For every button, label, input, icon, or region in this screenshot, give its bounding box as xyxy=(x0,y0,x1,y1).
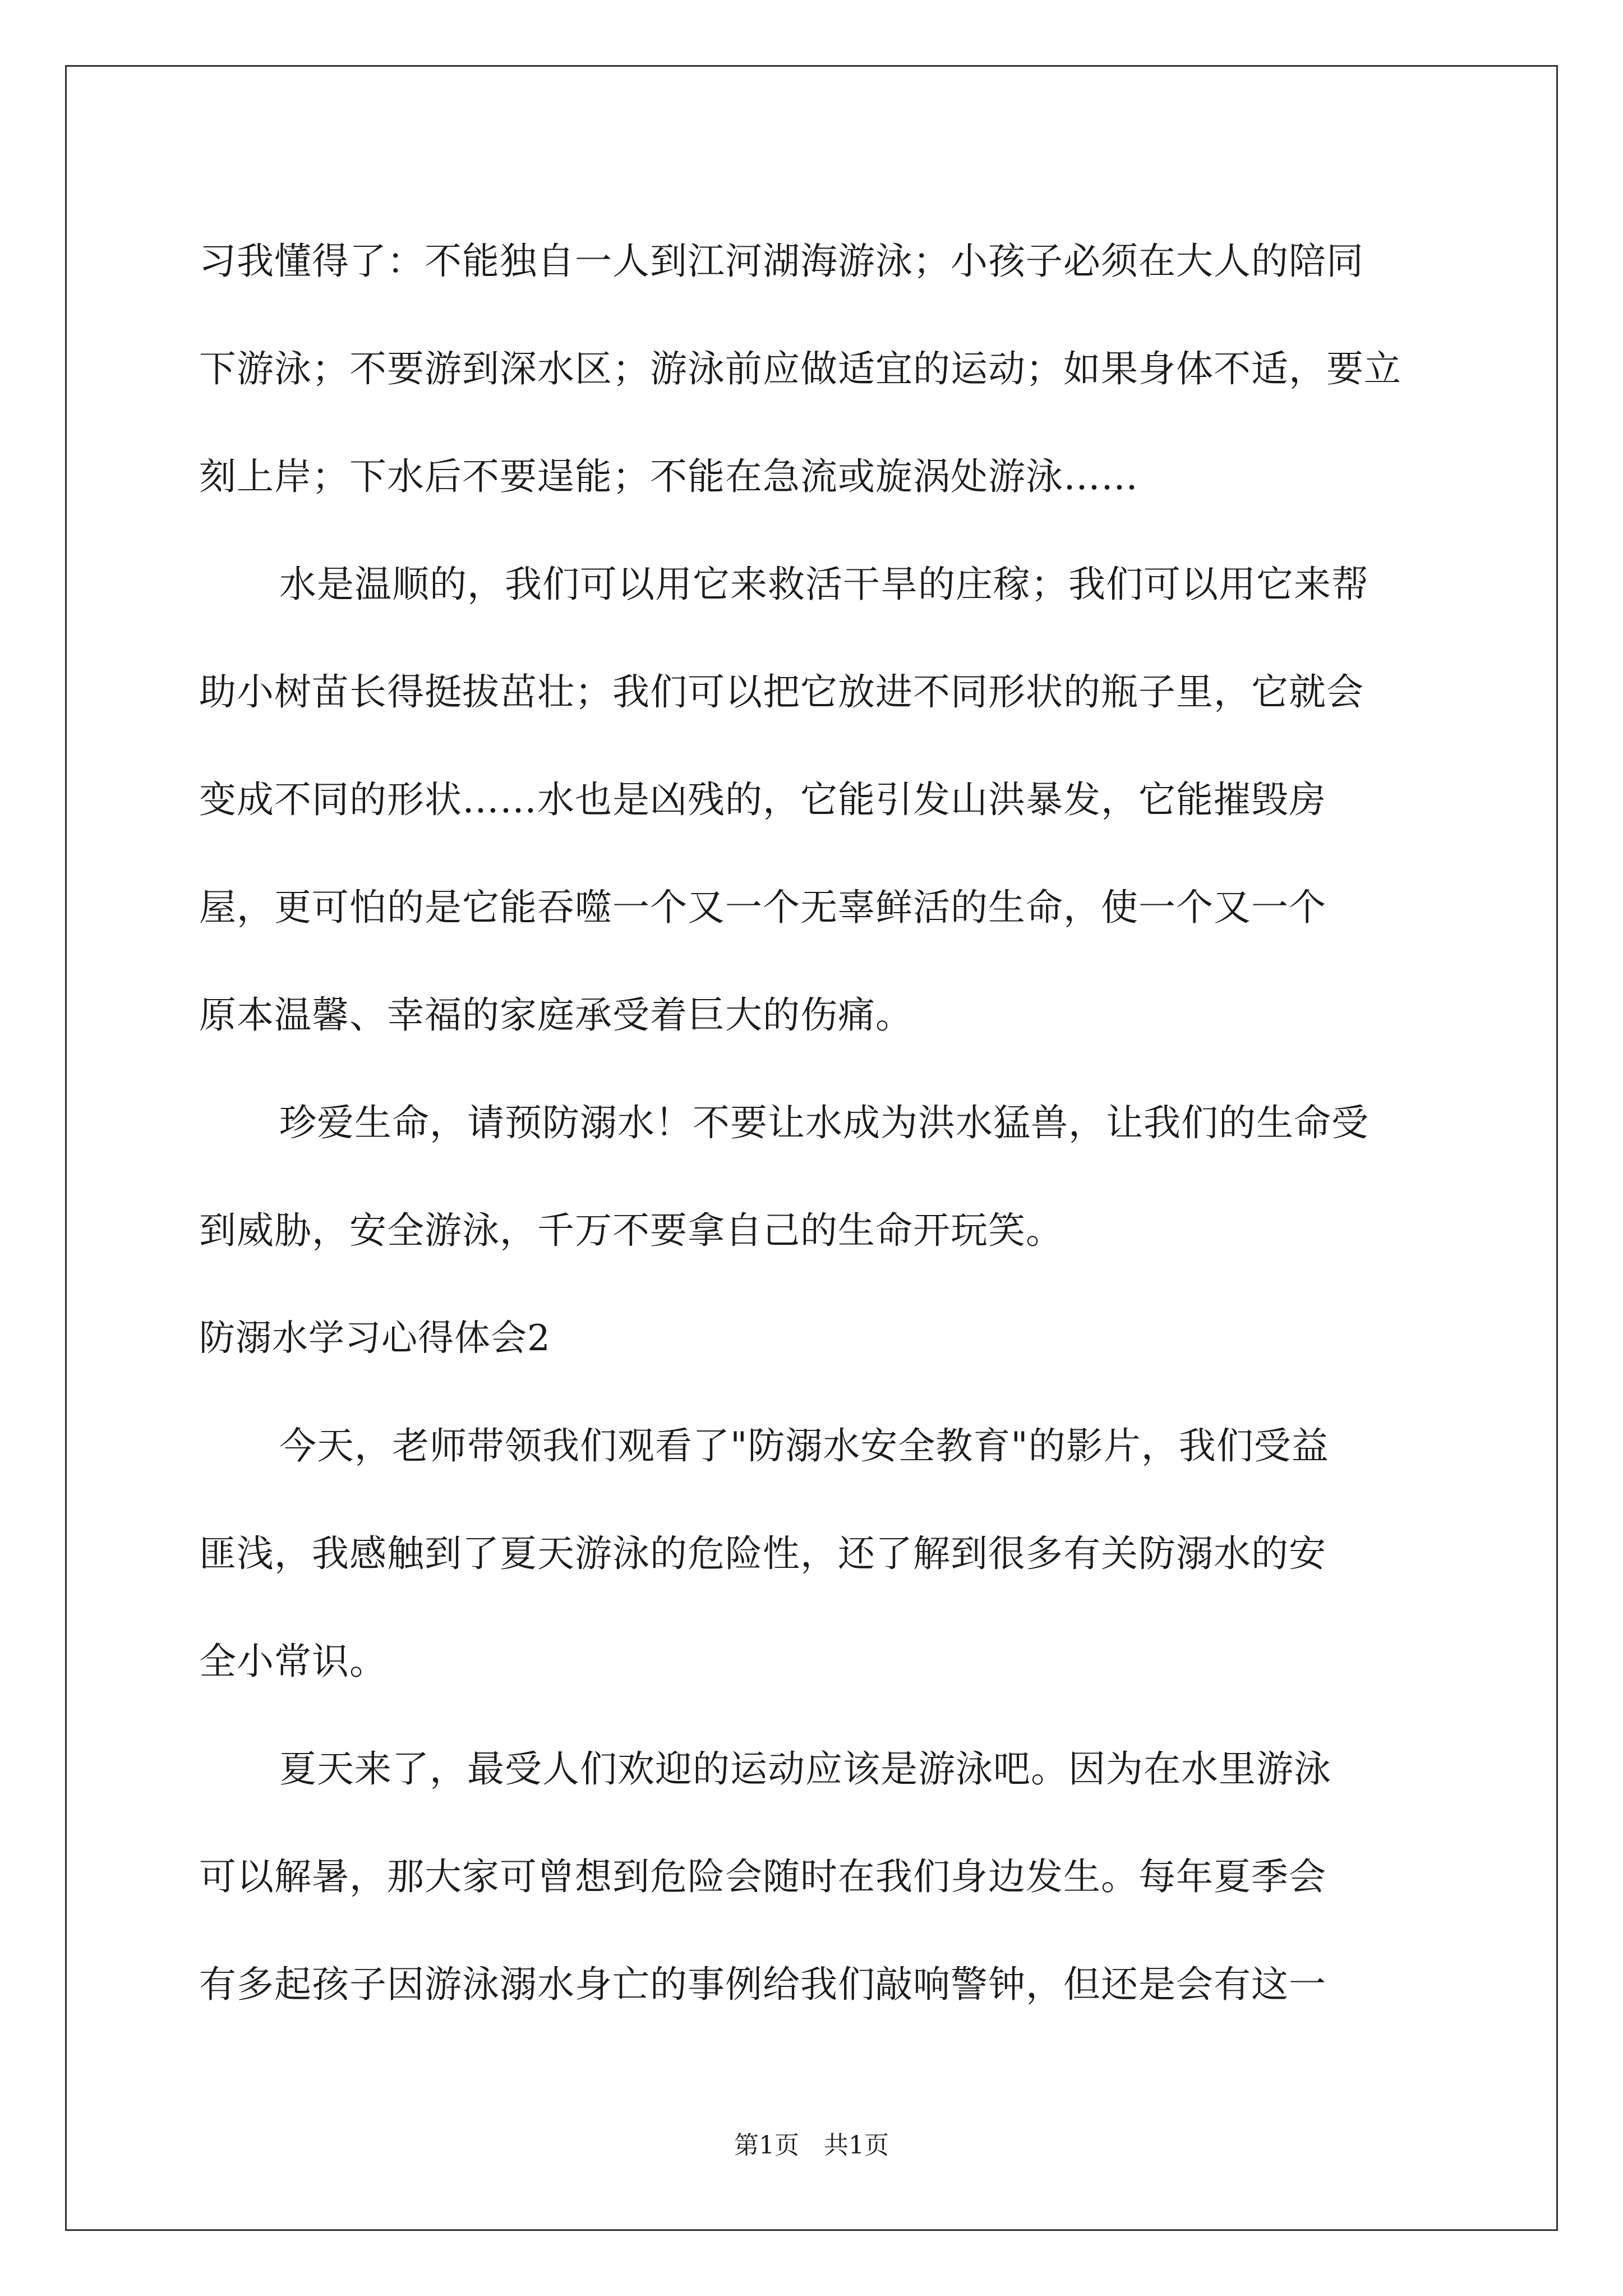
text-line: 屋，更可怕的是它能吞噬一个又一个无辜鲜活的生命，使一个又一个 xyxy=(199,886,1326,929)
text-line: 助小树苗长得挺拔茁壮；我们可以把它放进不同形状的瓶子里，它就会 xyxy=(199,670,1364,714)
text-line: 下游泳；不要游到深水区；游泳前应做适宜的运动；如果身体不适，要立 xyxy=(199,347,1401,390)
text-line: 习我懂得了：不能独自一人到江河湖海游泳；小孩子必须在大人的陪同 xyxy=(199,240,1364,283)
text-line: 今天，老师带领我们观看了"防溺水安全教育"的影片，我们受益 xyxy=(279,1424,1329,1467)
text-line: 原本温馨、幸福的家庭承受着巨大的伤痛。 xyxy=(199,993,913,1037)
text-line: 刻上岸；下水后不要逞能；不能在急流或旋涡处游泳…… xyxy=(199,455,1138,498)
text-line: 有多起孩子因游泳溺水身亡的事例给我们敲响警钟，但还是会有这一 xyxy=(199,1963,1326,2006)
document-body xyxy=(199,208,1433,2039)
text-line: 夏天来了，最受人们欢迎的运动应该是游泳吧。因为在水里游泳 xyxy=(279,1747,1331,1791)
text-line: 珍爱生命，请预防溺水！不要让水成为洪水猛兽，让我们的生命受 xyxy=(279,1101,1369,1144)
text-line: 到威胁，安全游泳，千万不要拿自己的生命开玩笑。 xyxy=(199,1209,1063,1252)
text-line: 水是温顺的，我们可以用它来救活干旱的庄稼；我们可以用它来帮 xyxy=(279,563,1369,606)
text-line: 可以解暑，那大家可曾想到危险会随时在我们身边发生。每年夏季会 xyxy=(199,1855,1326,1898)
section-heading: 防溺水学习心得体会2 xyxy=(199,1318,551,1359)
text-line: 全小常识。 xyxy=(199,1640,387,1683)
page-number: 第1页 共1页 xyxy=(734,2131,889,2160)
text-line: 变成不同的形状……水也是凶残的，它能引发山洪暴发，它能摧毁房 xyxy=(199,778,1326,821)
text-line: 匪浅，我感触到了夏天游泳的危险性，还了解到很多有关防溺水的安 xyxy=(199,1532,1326,1575)
